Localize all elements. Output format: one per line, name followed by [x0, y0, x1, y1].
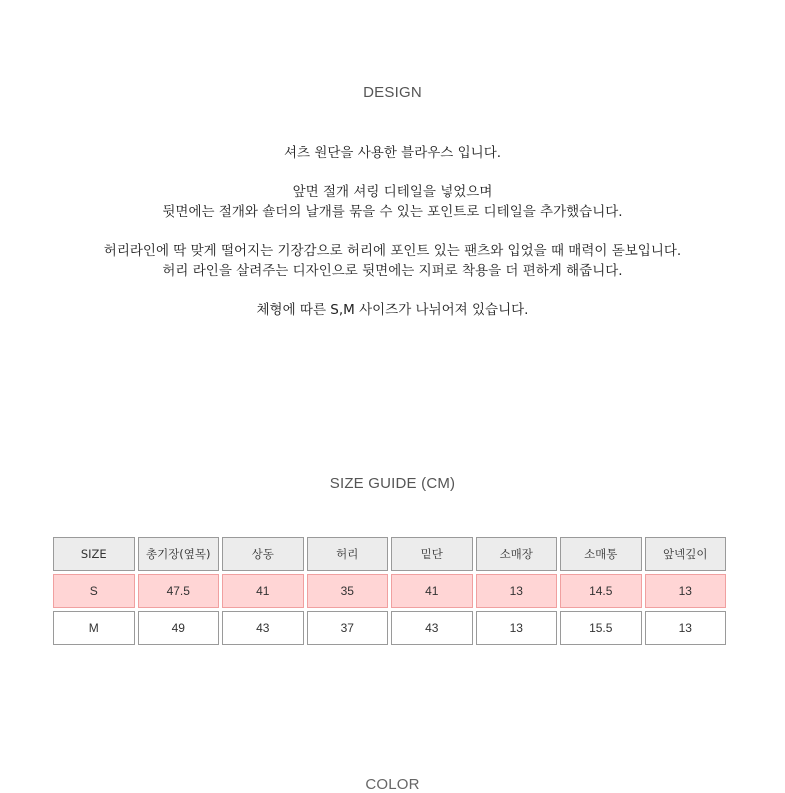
description-line: 체형에 따른 S,M 사이즈가 나뉘어져 있습니다. [256, 302, 529, 318]
table-cell: 43 [391, 611, 473, 645]
description-paragraph-2 [0, 183, 785, 222]
table-cell: 13 [645, 574, 727, 608]
design-section-title: DESIGN [363, 84, 422, 101]
table-cell: 14.5 [560, 574, 642, 608]
table-row-size-m [53, 611, 726, 645]
header-cell-front-neck-depth: 앞넥깊이 [645, 537, 727, 571]
description-paragraph-4 [0, 301, 785, 321]
size-guide-title: SIZE GUIDE (CM) [329, 475, 456, 492]
header-cell-chest: 상동 [222, 537, 304, 571]
table-cell: 13 [476, 574, 558, 608]
table-cell: M [53, 611, 135, 645]
table-header-row [53, 537, 726, 571]
header-cell-total-length: 총기장(옆목) [138, 537, 220, 571]
header-cell-sleeve-width: 소매통 [560, 537, 642, 571]
description-line: 셔츠 원단을 사용한 블라우스 입니다. [283, 145, 502, 161]
description-paragraph-1 [0, 144, 785, 164]
description-line: 뒷면에는 절개와 숄더의 날개를 묶을 수 있는 포인트로 디테일을 추가했습니다. [162, 203, 623, 220]
description-line: 허리 라인을 살려주는 디자인으로 뒷면에는 지퍼로 착용을 더 편하게 해줍니다. [162, 262, 623, 279]
table-cell: 41 [391, 574, 473, 608]
table-cell: 43 [222, 611, 304, 645]
table-cell: 41 [222, 574, 304, 608]
description-line: 허리라인에 딱 맞게 떨어지는 기장감으로 허리에 포인트 있는 팬츠와 입었을 때 매력이 돋보입니다. [103, 243, 682, 259]
description-paragraph-3 [0, 242, 785, 281]
table-cell: 35 [307, 574, 389, 608]
table-cell: 37 [307, 611, 389, 645]
color-section-title: COLOR [365, 776, 420, 793]
table-cell: 13 [476, 611, 558, 645]
table-cell: 49 [138, 611, 220, 645]
header-cell-waist: 허리 [307, 537, 389, 571]
table-cell: 15.5 [560, 611, 642, 645]
header-cell-sleeve-length: 소매장 [476, 537, 558, 571]
table-row-size-s [53, 574, 726, 608]
header-cell-size: SIZE [53, 537, 135, 571]
header-cell-hem: 밑단 [391, 537, 473, 571]
table-cell: 47.5 [138, 574, 220, 608]
size-guide-table [50, 534, 729, 648]
table-cell: 13 [645, 611, 727, 645]
table-cell: S [53, 574, 135, 608]
description-line: 앞면 절개 셔링 디테일을 넣었으며 [292, 184, 493, 200]
